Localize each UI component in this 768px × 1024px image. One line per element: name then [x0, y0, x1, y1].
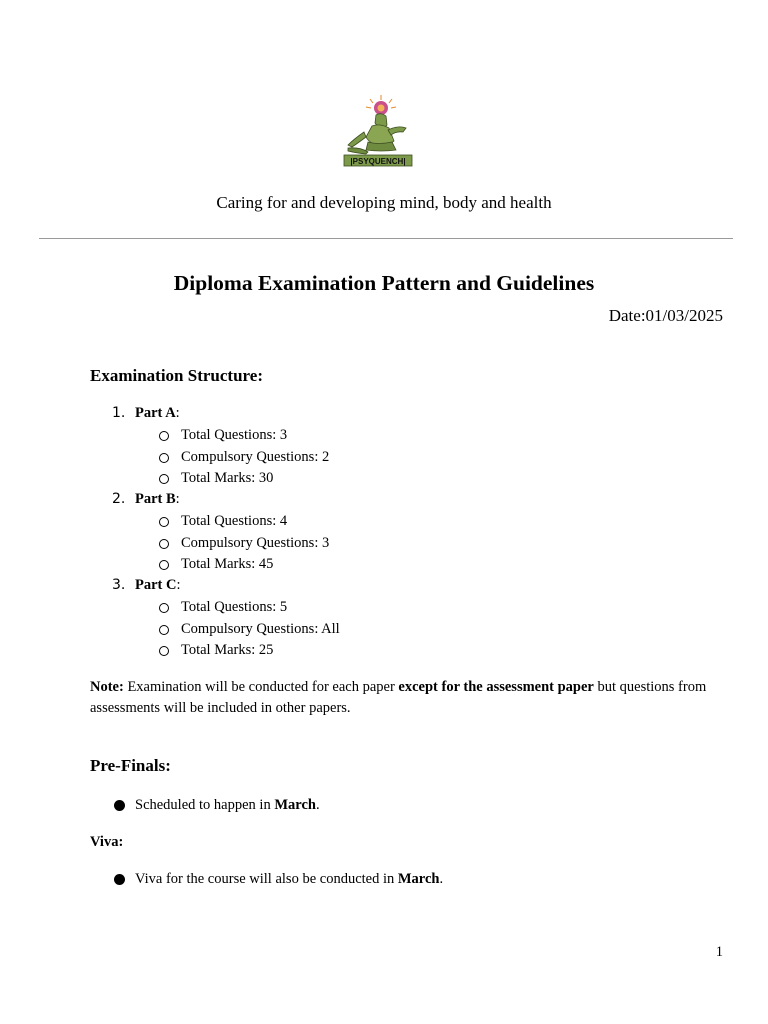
document-title: Diploma Examination Pattern and Guidelines — [173, 271, 595, 295]
list-number: 1. — [112, 405, 126, 421]
list-item: Scheduled to happen in March. — [135, 797, 320, 813]
part-c-label: Part C: — [135, 577, 181, 593]
list-item: Total Questions: 5 — [181, 599, 288, 615]
list-item: Total Questions: 4 — [181, 513, 288, 529]
list-item: Total Marks: 45 — [181, 556, 274, 572]
circle-bullet-icon — [159, 603, 169, 613]
pre-finals-heading: Pre-Finals: — [90, 756, 171, 775]
circle-bullet-icon — [159, 517, 169, 527]
part-a-label: Part A: — [135, 405, 180, 421]
psyquench-logo-icon — [342, 95, 414, 169]
list-item: Compulsory Questions: 2 — [181, 449, 330, 465]
list-number: 2. — [112, 491, 126, 507]
page-number: 1 — [715, 944, 723, 960]
header-divider — [39, 238, 733, 239]
svg-text:|PSYQUENCH|: |PSYQUENCH| — [350, 157, 406, 166]
circle-bullet-icon — [159, 560, 169, 570]
bullet-icon — [114, 874, 125, 885]
list-item: Viva for the course will also be conducted in March. — [135, 871, 444, 887]
circle-bullet-icon — [159, 625, 169, 635]
tagline: Caring for and developing mind, body and health — [216, 193, 552, 212]
viva-heading: Viva: — [90, 834, 124, 850]
circle-bullet-icon — [159, 474, 169, 484]
list-item: Compulsory Questions: 3 — [181, 535, 330, 551]
note-paragraph: Note: Examination will be conducted for each paper except for the assessment paper but questions from assessments will be included in other papers. — [90, 679, 707, 716]
list-item: Total Marks: 25 — [181, 642, 274, 658]
part-b-label: Part B: — [135, 491, 180, 507]
examination-structure-heading: Examination Structure: — [90, 366, 263, 385]
list-item: Total Marks: 30 — [181, 470, 274, 486]
bullet-icon — [114, 800, 125, 811]
circle-bullet-icon — [159, 431, 169, 441]
list-number: 3. — [112, 577, 126, 593]
circle-bullet-icon — [159, 646, 169, 656]
circle-bullet-icon — [159, 453, 169, 463]
circle-bullet-icon — [159, 539, 169, 549]
logo — [342, 95, 414, 169]
list-item: Compulsory Questions: All — [181, 621, 340, 637]
list-item: Total Questions: 3 — [181, 427, 288, 443]
document-date: Date:01/03/2025 — [608, 306, 723, 325]
